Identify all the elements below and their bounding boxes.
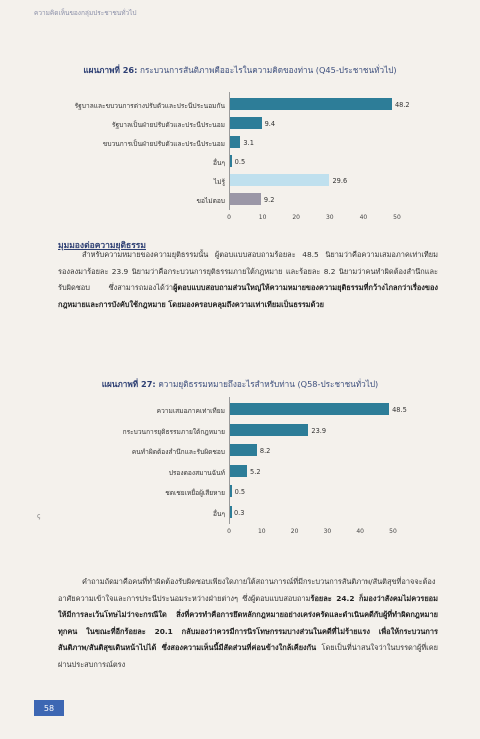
chart1-category-label-0: รัฐบาลและขบวนการต่างปรับตัวและประนีประนอมกัน — [74, 102, 225, 110]
page-number: 58 — [34, 700, 64, 716]
chart2-category-label-2: คนทำผิดต้องสำนึกและรับผิดชอบ — [131, 448, 225, 456]
chart2-x-tick-0: 0 — [227, 528, 231, 535]
paragraph-2-bold: ร้อยละ 24.2 ก็มองว่าสังคมไม่ควรยอมให้มีการละเว้นโทษไม่ว่าจะกรณีใด สิ่งที่ควรทำคือการยึดหลักกฎหมายอย่างเคร่งครัดและดำเนินคดีกับผู้ที่ทำผิดกฎหมายทุกคน ในขณะที่อีกร้อยละ 20.1 กลับมองว่าควรมีการนิรโทษกรรมบางส่วนในคดีที่ไม่ร้ายแรง เพื่อให้กระบวนการสันติภาพ/สันติสุขเดินหน้าไปได้ ซึ่งสองความเห็นนี้มีสัดส่วนที่ค่อนข้างใกล้เคียงกัน — [58, 593, 438, 652]
chart2-value-label-1: 23.9 — [311, 426, 327, 435]
chart1-value-label-0: 48.2 — [394, 101, 410, 109]
chart1-value-label-3: 0.5 — [234, 158, 246, 166]
chart1-category-label-5: ขอไม่ตอบ — [196, 197, 225, 205]
chart1-x-tick-0: 0 — [227, 214, 231, 221]
chart1-x-tick-4: 40 — [359, 214, 368, 221]
paragraph-2-part-a: คำถามถัดมาคือคนที่ทำผิดต้องรับผิดชอบเพียงใดภายใต้สถานการณ์ที่มีกระบวนการสันติภาพ/สันติสุขที่อาจจะต้องอาศัยความเข้าใจและการประนีประนอมระหว่างฝ่ายต่างๆ ซึ่งผู้ตอบแบบสอบถาม — [58, 577, 436, 603]
chart2-category-label-1: กระบวนการยุติธรรมภายใต้กฎหมาย — [122, 427, 225, 436]
chart1-value-label-5: 9.2 — [263, 196, 275, 204]
paragraph-1-bold: ผู้ตอบแบบสอบถามส่วนใหญ่ให้ความหมายของความยุติธรรมที่กว้างไกลกว่าเรื่องของกฎหมายและการบังคับใช้กฎหมาย โดยมองครอบคลุมถึงความเท่าเทียมเป็นธรรมด้วย — [58, 283, 438, 309]
running-header: ความคิดเห็นของกลุ่มประชาชนทั่วไป — [34, 9, 137, 17]
chart2-category-label-5: อื่นๆ — [212, 509, 225, 518]
chart1-value-label-2: 3.1 — [243, 139, 254, 147]
section-heading: มุมมองต่อความยุติธรรม — [58, 241, 146, 251]
chart2-y-axis — [229, 397, 230, 524]
chart2-value-label-5: 0.3 — [233, 508, 245, 517]
chart2-x-tick-2: 20 — [290, 528, 299, 535]
chart2-x-tick-5: 50 — [389, 528, 397, 535]
chart1-x-tick-2: 20 — [292, 214, 301, 221]
chart2-value-label-3: 5.2 — [250, 467, 261, 476]
chart2-x-tick-1: 10 — [257, 528, 266, 535]
chart2-bar-0 — [230, 403, 389, 415]
paragraph-accountability — [58, 574, 438, 673]
chart2-bar-1 — [230, 424, 308, 436]
chart1-category-label-4: ไม่รู้ — [213, 178, 225, 186]
chart1-x-tick-1: 10 — [258, 214, 267, 221]
chart2-x-tick-4: 40 — [356, 528, 365, 535]
chart2-category-label-4: ชดเชยเหยื่อผู้เสียหาย — [165, 489, 225, 497]
chart2-value-label-2: 8.2 — [259, 447, 271, 455]
chart2-bar-5 — [230, 506, 232, 518]
chart2-bar-4 — [230, 485, 232, 497]
chart2-value-label-0: 48.5 — [392, 406, 407, 414]
chart2-value-label-4: 0.5 — [234, 488, 246, 496]
chart2-category-label-0: ความเสมอภาคเท่าเทียม — [156, 407, 225, 415]
figure-26-label: แผนภาพที่ 26: — [83, 65, 138, 75]
chart2-category-label-3: ปรองดองสมานฉันท์ — [168, 468, 225, 477]
figure-26-caption: กระบวนการสันติภาพคืออะไรในความคิดของท่าน (Q45-ประชาชนทั่วไป) — [139, 65, 397, 75]
figure-27-label: แผนภาพที่ 27: — [101, 379, 156, 389]
chart2-bar-2 — [230, 444, 257, 456]
paragraph-1-part-a: สำหรับความหมายของความยุติธรรมนั้น ผู้ตอบแบบสอบถามร้อยละ 48.5 นิยามว่าคือความเสมอภาคเท่าเทียม รองลงมาร้อยละ 23.9 นิยามว่าคือกระบวนการยุติธรรมภายใต้กฎหมาย และร้อยละ 8.2 นิยามว่าคนทำผิดต้องสำนึกและรับผิดชอบ ซึ่งสามารถมองได้ว่า — [58, 250, 438, 292]
figure-27-caption: ความยุติธรรมหมายถึงอะไรสำหรับท่าน (Q58-ประชาชนทั่วไป) — [158, 379, 379, 389]
chart2-bar-3 — [230, 465, 247, 477]
chart1-category-label-3: อื่นๆ — [212, 159, 225, 167]
chart1-category-label-1: รัฐบาลเป็นฝ่ายปรับตัวและประนีประนอม — [111, 121, 225, 129]
chart2-x-tick-3: 30 — [323, 528, 332, 535]
paragraph-2-part-c: โดยเป็นที่น่าสนใจว่าในบรรดาผู้ที่เคยผ่านประสบการณ์ตรง — [58, 643, 438, 669]
chart1-x-tick-5: 50 — [393, 214, 401, 221]
chart1-category-label-2: ขบวนการเป็นฝ่ายปรับตัวและประนีประนอม — [102, 140, 225, 148]
margin-scribble: ꞔ — [37, 512, 41, 520]
chart1-value-label-4: 29.6 — [332, 177, 348, 185]
chart1-x-tick-3: 30 — [325, 214, 334, 221]
chart1-value-label-1: 9.4 — [264, 120, 276, 128]
